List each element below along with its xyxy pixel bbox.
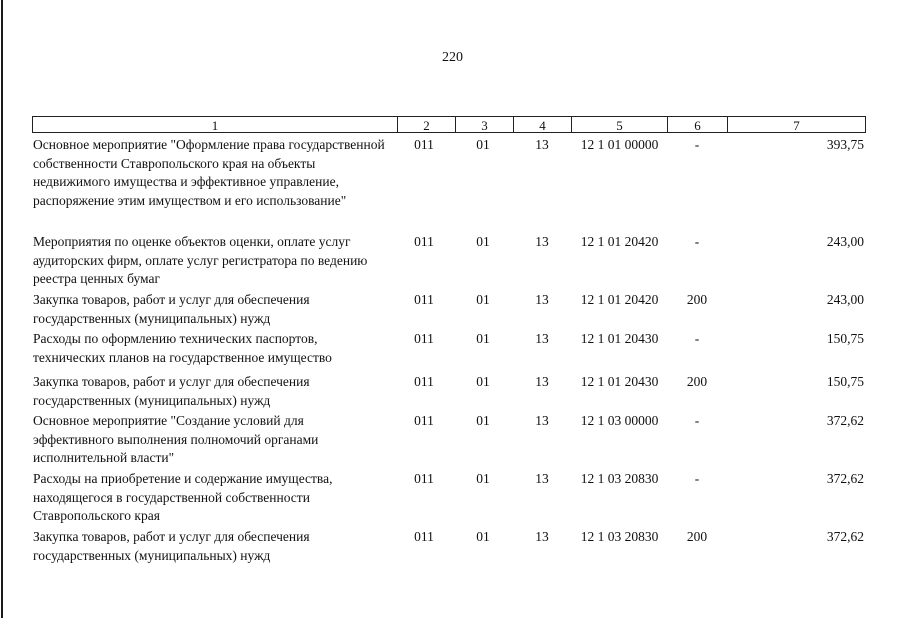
row-col-4: 13 [535, 529, 549, 544]
row-col-4: 13 [535, 413, 549, 428]
header-col-2: 2 [398, 116, 456, 133]
row-col-6: - [694, 234, 700, 249]
header-col-3: 3 [456, 116, 514, 133]
page-left-edge-line [1, 0, 3, 618]
row-col-6: 200 [686, 292, 708, 307]
row-col-2: 011 [414, 374, 434, 389]
row-col-3: 01 [476, 529, 490, 544]
header-col-1: 1 [32, 116, 398, 133]
row-col-3: 01 [476, 292, 490, 307]
row-col-6: 200 [686, 529, 708, 544]
row-col-3: 01 [476, 137, 490, 152]
row-col-5: 12 1 01 20430 [580, 331, 659, 346]
row-col-6: - [694, 413, 700, 428]
row-col-5: 12 1 03 20830 [580, 529, 659, 544]
row-name: Основное мероприятие "Оформление права государственной собственности Ставропольского края на объекты недвижимого имущества и эффективное управление, распоряжение этим имуществом и его использование" [33, 137, 385, 208]
row-col-5: 12 1 01 20430 [580, 374, 659, 389]
row-col-4: 13 [535, 374, 549, 389]
row-col-2: 011 [414, 292, 434, 307]
header-col-6: 6 [668, 116, 728, 133]
row-col-3: 01 [476, 413, 490, 428]
row-col-6: - [694, 137, 700, 152]
row-col-6: - [694, 331, 700, 346]
row-name: Расходы по оформлению технических паспортов, технических планов на государственное имущество [33, 331, 332, 365]
row-name: Закупка товаров, работ и услуг для обеспечения государственных (муниципальных) нужд [33, 374, 310, 408]
row-col-2: 011 [414, 413, 434, 428]
row-name: Мероприятия по оценке объектов оценки, оплате услуг аудиторских фирм, оплате услуг регистратора по ведению реестра ценных бумаг [33, 234, 368, 286]
row-name: Расходы на приобретение и содержание имущества, находящегося в государственной собственности Ставропольского края [33, 471, 333, 523]
row-col-6: 200 [686, 374, 708, 389]
row-col-5: 12 1 03 20830 [580, 471, 659, 486]
row-col-5: 12 1 01 20420 [580, 234, 659, 249]
row-col-7: 243,00 [826, 292, 864, 307]
row-name: Закупка товаров, работ и услуг для обеспечения государственных (муниципальных) нужд [33, 292, 310, 326]
row-col-2: 011 [414, 331, 434, 346]
row-col-4: 13 [535, 137, 549, 152]
header-col-4: 4 [514, 116, 572, 133]
row-col-6: - [694, 471, 700, 486]
row-col-5: 12 1 01 20420 [580, 292, 659, 307]
row-col-5: 12 1 01 00000 [580, 137, 659, 152]
row-col-7: 372,62 [826, 413, 864, 428]
row-col-7: 150,75 [826, 374, 864, 389]
row-col-7: 150,75 [826, 331, 864, 346]
header-col-7: 7 [728, 116, 866, 133]
row-col-7: 243,00 [826, 234, 864, 249]
row-col-2: 011 [414, 529, 434, 544]
row-col-5: 12 1 03 00000 [580, 413, 659, 428]
row-col-4: 13 [535, 331, 549, 346]
row-col-7: 393,75 [826, 137, 864, 152]
row-name: Закупка товаров, работ и услуг для обеспечения государственных (муниципальных) нужд [33, 529, 310, 563]
row-col-7: 372,62 [826, 471, 864, 486]
row-col-4: 13 [535, 234, 549, 249]
row-col-4: 13 [535, 471, 549, 486]
header-col-5: 5 [572, 116, 668, 133]
row-col-2: 011 [414, 471, 434, 486]
row-col-2: 011 [414, 234, 434, 249]
row-col-4: 13 [535, 292, 549, 307]
row-col-3: 01 [476, 234, 490, 249]
row-name: Основное мероприятие "Создание условий для эффективного выполнения полномочий органами исполнительной власти" [33, 413, 319, 465]
row-col-7: 372,62 [826, 529, 864, 544]
row-col-3: 01 [476, 331, 490, 346]
row-col-2: 011 [414, 137, 434, 152]
row-col-3: 01 [476, 471, 490, 486]
row-col-3: 01 [476, 374, 490, 389]
page-number: 220 [442, 50, 463, 65]
